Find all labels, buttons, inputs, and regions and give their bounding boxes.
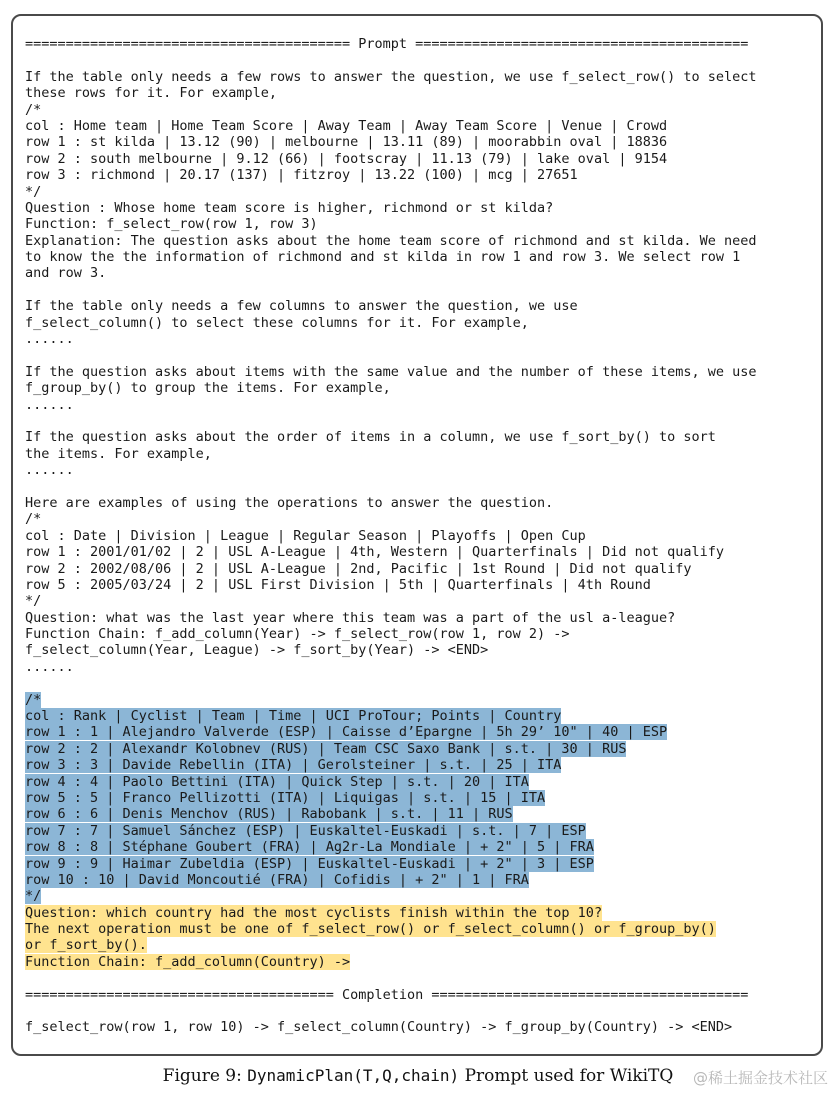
- question-section: [25, 905, 815, 971]
- question-line: The next operation must be one of f_select_row() or f_select_column() or f_group_by(): [25, 921, 716, 938]
- sortby-line: the items. For example,: [25, 445, 212, 462]
- question-line: Function Chain: f_add_column(Country) ->: [25, 953, 351, 970]
- intro-line: row 1 : st kilda | 13.12 (90) | melbourne | 13.11 (89) | moorabbin oval | 18836: [25, 134, 668, 151]
- table-row: */: [25, 888, 42, 905]
- examples-line: row 2 : 2002/08/06 | 2 | USL A-League | 2nd, Pacific | 1st Round | Did not qualify: [25, 560, 692, 577]
- examples-line: Question: what was the last year where this team was a part of the usl a-league?: [25, 609, 676, 626]
- examples-line: col : Date | Division | League | Regular Season | Playoffs | Open Cup: [25, 527, 586, 544]
- intro-line: Question : Whose home team score is higher, richmond or st kilda?: [25, 199, 554, 216]
- completion-header: ====================================== Completion =======================================: [25, 986, 749, 1003]
- columns-line: ......: [25, 331, 74, 348]
- examples-line: Function Chain: f_add_column(Year) -> f_select_row(row 1, row 2) ->: [25, 626, 570, 643]
- columns-line: If the table only needs a few columns to answer the question, we use: [25, 298, 578, 315]
- table-row: row 5 : 5 | Franco Pellizotti (ITA) | Liquigas | s.t. | 15 | ITA: [25, 789, 546, 806]
- examples-line: row 1 : 2001/01/02 | 2 | USL A-League | 4th, Western | Quarterfinals | Did not qualify: [25, 544, 724, 561]
- table-row: row 1 : 1 | Alejandro Valverde (ESP) | Caisse d’Epargne | 5h 29’ 10" | 40 | ESP: [25, 724, 668, 741]
- intro-section: [25, 69, 815, 282]
- table-row: row 10 : 10 | David Moncoutié (FRA) | Cofidis | + 2" | 1 | FRA: [25, 871, 529, 888]
- caption-prefix: Figure 9:: [162, 1066, 248, 1086]
- prompt-header: ======================================== Prompt =========================================: [25, 36, 749, 52]
- intro-line: /*: [25, 101, 42, 118]
- examples-line: Here are examples of using the operations to answer the question.: [25, 494, 554, 511]
- intro-line: to know the the information of richmond and st kilda in row 1 and row 3. We select row 1: [25, 249, 741, 266]
- prompt-text-block: [25, 36, 815, 1036]
- examples-line: f_select_column(Year, League) -> f_sort_by(Year) -> <END>: [25, 642, 489, 659]
- examples-section: [25, 495, 815, 675]
- caption-suffix: Prompt used for WikiTQ: [459, 1066, 674, 1086]
- intro-line: row 2 : south melbourne | 9.12 (66) | footscray | 11.13 (79) | lake oval | 9154: [25, 150, 668, 167]
- sortby-line: ......: [25, 462, 74, 479]
- intro-line: Explanation: The question asks about the home team score of richmond and st kilda. We need: [25, 232, 757, 249]
- columns-line: f_select_column() to select these columns for it. For example,: [25, 314, 529, 331]
- table-row: row 8 : 8 | Stéphane Goubert (FRA) | Ag2r-La Mondiale | + 2" | 5 | FRA: [25, 839, 594, 856]
- table-row: row 6 : 6 | Denis Menchov (RUS) | Rabobank | s.t. | 11 | RUS: [25, 806, 513, 823]
- table-row: /*: [25, 691, 42, 708]
- question-line: or f_sort_by().: [25, 937, 147, 954]
- examples-line: row 5 : 2005/03/24 | 2 | USL First Division | 5th | Quarterfinals | 4th Round: [25, 576, 651, 593]
- examples-line: ......: [25, 658, 74, 675]
- cyclist-table-section: [25, 692, 815, 905]
- columns-section: [25, 298, 815, 347]
- intro-line: Function: f_select_row(row 1, row 3): [25, 216, 318, 233]
- groupby-line: f_group_by() to group the items. For example,: [25, 380, 391, 397]
- sortby-section: [25, 429, 815, 478]
- table-row: row 7 : 7 | Samuel Sánchez (ESP) | Euskaltel-Euskadi | s.t. | 7 | ESP: [25, 822, 586, 839]
- caption-code: DynamicPlan(T,Q,chain): [247, 1066, 460, 1085]
- intro-line: row 3 : richmond | 20.17 (137) | fitzroy | 13.22 (100) | mcg | 27651: [25, 167, 578, 184]
- groupby-section: [25, 364, 815, 413]
- completion-text: f_select_row(row 1, row 10) -> f_select_column(Country) -> f_group_by(Country) -> <END>: [25, 1019, 733, 1036]
- intro-line: col : Home team | Home Team Score | Away Team | Away Team Score | Venue | Crowd: [25, 117, 668, 134]
- table-row: row 9 : 9 | Haimar Zubeldia (ESP) | Euskaltel-Euskadi | + 2" | 3 | ESP: [25, 855, 594, 872]
- examples-line: /*: [25, 511, 42, 528]
- sortby-line: If the question asks about the order of items in a column, we use f_sort_by() to sort: [25, 429, 716, 446]
- intro-line: and row 3.: [25, 265, 107, 282]
- groupby-line: If the question asks about items with the same value and the number of these items, we use: [25, 363, 757, 380]
- examples-line: */: [25, 593, 42, 610]
- intro-line: If the table only needs a few rows to answer the question, we use f_select_row() to select: [25, 68, 757, 85]
- table-row: row 3 : 3 | Davide Rebellin (ITA) | Gerolsteiner | s.t. | 25 | ITA: [25, 757, 562, 774]
- groupby-line: ......: [25, 396, 74, 413]
- table-row: col : Rank | Cyclist | Team | Time | UCI ProTour; Points | Country: [25, 708, 562, 725]
- watermark: @稀土掘金技术社区: [692, 1069, 828, 1087]
- table-row: row 2 : 2 | Alexandr Kolobnev (RUS) | Team CSC Saxo Bank | s.t. | 30 | RUS: [25, 740, 627, 757]
- intro-line: */: [25, 183, 42, 200]
- table-row: row 4 : 4 | Paolo Bettini (ITA) | Quick Step | s.t. | 20 | ITA: [25, 773, 529, 790]
- question-line: Question: which country had the most cyclists finish within the top 10?: [25, 904, 603, 921]
- intro-line: these rows for it. For example,: [25, 85, 277, 102]
